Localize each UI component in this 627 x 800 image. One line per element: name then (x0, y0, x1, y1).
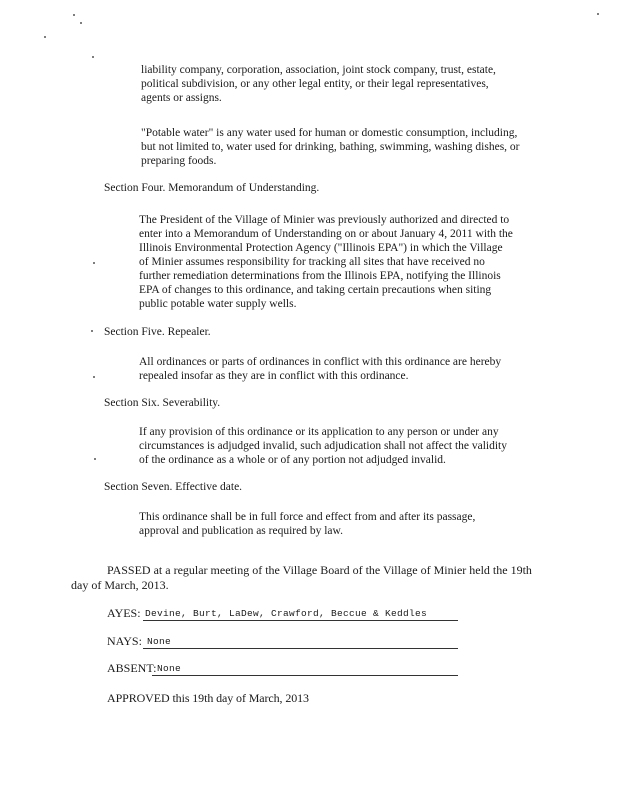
text-line: of the ordinance as a whole or of any portion not adjudged invalid. (139, 454, 446, 466)
text-line: enter into a Memorandum of Understanding on or about January 4, 2011 with the (139, 228, 513, 240)
text-line: approval and publication as required by law. (139, 525, 343, 537)
text-line: circumstances is adjudged invalid, such adjudication shall not affect the validity (139, 440, 508, 452)
absent-label: ABSENT: (107, 661, 157, 675)
nays-signature-line (143, 648, 458, 649)
text-line: liability company, corporation, association, joint stock company, trust, estate, (141, 64, 496, 76)
nays-value: None (147, 636, 172, 647)
text-line: political subdivision, or any other legal entity, or their legal representatives, (141, 78, 489, 90)
text-line: of Minier assumes responsibility for tracking all sites that have received no (139, 256, 485, 268)
text-line: "Potable water" is any water used for human or domestic consumption, including, (141, 127, 518, 139)
potable-water-definition (141, 126, 520, 168)
text-line: further remediation determinations from the Illinois EPA, notifying the Illinois (139, 270, 501, 282)
text-line: PASSED at a regular meeting of the Village Board of the Village of Minier held the 19th (107, 563, 532, 577)
section-seven-heading: Section Seven. Effective date. (104, 481, 243, 493)
absent-signature-line (152, 675, 458, 676)
text-line: agents or assigns. (141, 92, 222, 104)
text-line: repealed insofar as they are in conflict with this ordinance. (139, 370, 409, 382)
text-line: preparing foods. (141, 155, 217, 167)
section-seven-body (139, 510, 475, 538)
approved-statement: APPROVED this 19th day of March, 2013 (107, 691, 309, 705)
text-line: public potable water supply wells. (139, 298, 297, 310)
text-line: EPA of changes to this ordinance, and taking certain precautions when siting (139, 284, 492, 296)
scan-speck (93, 376, 95, 378)
section-five-body (139, 355, 501, 383)
section-six-heading: Section Six. Severability. (104, 397, 221, 409)
person-definition-continued (141, 63, 496, 105)
ayes-signature-line (143, 620, 458, 621)
section-six-body (139, 425, 507, 467)
scan-speck (80, 22, 82, 24)
nays-label: NAYS: (107, 634, 142, 648)
section-four-heading: Section Four. Memorandum of Understanding. (104, 182, 320, 194)
scan-speck (93, 262, 95, 264)
passed-statement (71, 563, 532, 593)
text-line: Illinois Environmental Protection Agency ("Illinois EPA") in which the Village (139, 242, 503, 254)
scan-speck (73, 14, 75, 16)
scan-speck (597, 13, 599, 15)
section-four-body (139, 213, 513, 311)
nays-row (107, 634, 172, 649)
text-line: This ordinance shall be in full force and effect from and after its passage, (139, 511, 476, 523)
scan-speck (94, 458, 96, 460)
scan-speck (44, 36, 46, 38)
scan-speck (92, 56, 94, 58)
text-line: All ordinances or parts of ordinances in conflict with this ordinance are hereby (139, 356, 502, 368)
absent-row (107, 661, 182, 676)
scan-speck (91, 330, 93, 332)
ayes-value: Devine, Burt, LaDew, Crawford, Beccue & Keddles (145, 608, 428, 619)
text-line: If any provision of this ordinance or its application to any person or under any (139, 426, 499, 438)
section-five-heading: Section Five. Repealer. (104, 326, 211, 338)
absent-value: None (157, 663, 182, 674)
text-line: but not limited to, water used for drinking, bathing, swimming, washing dishes, or (141, 141, 520, 153)
text-line: day of March, 2013. (71, 578, 169, 592)
ayes-row (107, 606, 428, 621)
ayes-label: AYES: (107, 606, 141, 620)
text-line: The President of the Village of Minier was previously authorized and directed to (139, 214, 510, 226)
